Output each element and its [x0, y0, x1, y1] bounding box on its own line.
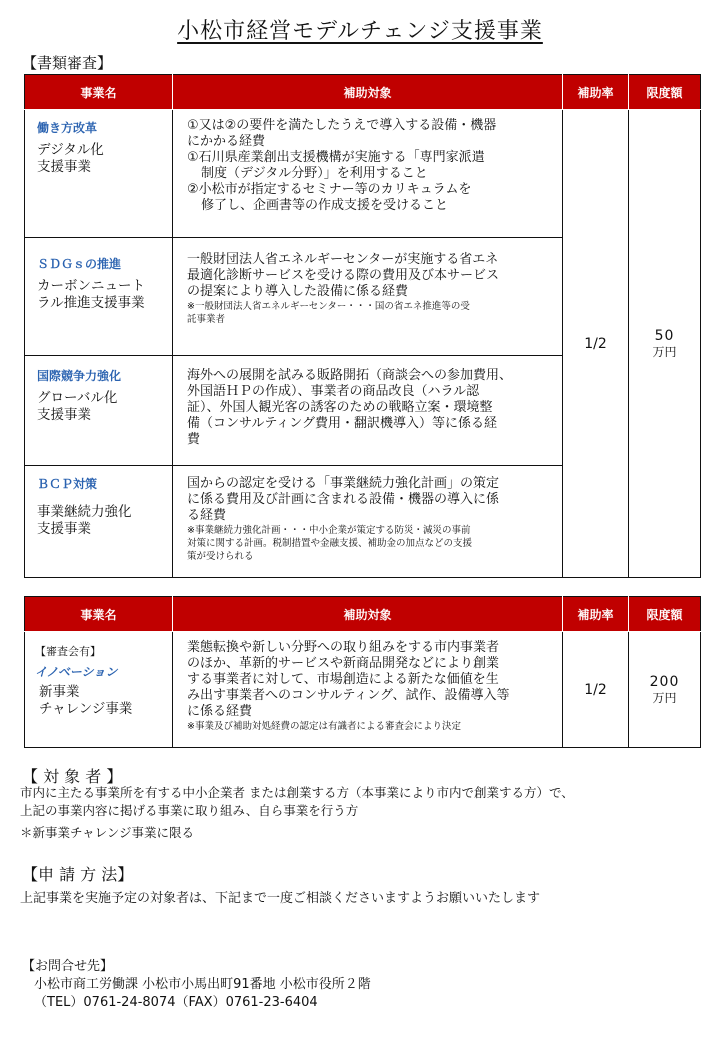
- header-limit: 限度額: [629, 75, 701, 110]
- project-cell: 働き方改革 デジタル化 支援事業: [25, 110, 173, 238]
- project-cell: ＳＤＧｓの推進 カーボンニュート ラル推進支援事業: [25, 238, 173, 356]
- contact-block: [22, 958, 371, 1012]
- target-heading: 【 対 象 者 】: [22, 767, 123, 786]
- category-label: 働き方改革: [37, 121, 98, 135]
- header-target: 補助対象: [173, 75, 563, 110]
- table-header-row: [25, 75, 701, 110]
- category-label: ＢＣＰ対策: [37, 477, 98, 491]
- target-cell: 国からの認定を受ける「事業継続力強化計画」の策定 に係る費用及び計画に含まれる設備・機器の導入に係 る経費 ※事業継続力強化計画・・・中小企業が策定する防災・減災の事前 対策に関する計画。税制措置や金融支援、補助金の加点などの支援 策が受けられる: [173, 466, 563, 578]
- project-cell: 【審査会有】 イノベーション 新事業 チャレンジ事業: [25, 632, 173, 748]
- target-text: 市内に主たる事業所を有する中小企業者 または創業する方（本事業により市内で創業する方）で、 上記の事業内容に掲げる事業に取り組み、自ら事業を行う方 ＊新事業チャレンジ事業に限る: [20, 785, 574, 840]
- project-cell: 国際競争力強化 グローバル化 支援事業: [25, 356, 173, 466]
- apply-heading: 【申 請 方 法】: [22, 865, 134, 884]
- contact-phone: （TEL）0761-24-8074（FAX）0761-23-6404: [34, 995, 318, 1010]
- table-row: [25, 632, 701, 748]
- target-cell: 業態転換や新しい分野への取り組みをする市内事業者 のほか、革新的サービスや新商品開発などにより創業 する事業者に対して、市場創造による新たな価値を生 み出す事業者へのコンサルティング、試作、設備導入等 に係る経費 ※事業及び補助対処経費の認定は有識者による審査会により決定: [173, 632, 563, 748]
- page-title: 小松市経営モデルチェンジ支援事業: [177, 19, 543, 44]
- subsidy-table-main: [24, 74, 701, 578]
- header-project: 事業名: [25, 75, 173, 110]
- subsidy-table-innovation: [24, 596, 701, 748]
- category-label: 国際競争力強化: [37, 369, 122, 383]
- review-badge: 【審査会有】: [35, 645, 101, 658]
- header-project: 事業名: [25, 597, 173, 632]
- header-target: 補助対象: [173, 597, 563, 632]
- target-cell: 一般財団法人省エネルギーセンターが実施する省エネ 最適化診断サービスを受ける際の費用及び本サービス の提案により導入した設備に係る経費 ※一般財団法人省エネルギーセンター・・・国の省エネ推進等の受 託事業者: [173, 238, 563, 356]
- table-row: [25, 110, 701, 238]
- project-cell: ＢＣＰ対策 事業継続力強化 支援事業: [25, 466, 173, 578]
- category-label: ＳＤＧｓの推進: [37, 257, 122, 271]
- rate-cell: 1/2: [563, 110, 629, 578]
- contact-heading: 【お問合せ先】: [22, 959, 114, 974]
- limit-cell: 200 万円: [629, 632, 701, 748]
- limit-cell: 50 万円: [629, 110, 701, 578]
- category-label: イノベーション: [35, 665, 118, 679]
- screening-label: 【書類審査】: [22, 54, 113, 72]
- rate-cell: 1/2: [563, 632, 629, 748]
- apply-text: 上記事業を実施予定の対象者は、下記まで一度ご相談くださいますようお願いいたします: [20, 891, 541, 906]
- contact-address: 小松市商工労働課 小松市小馬出町91番地 小松市役所２階: [34, 977, 371, 992]
- header-rate: 補助率: [563, 75, 629, 110]
- table-header-row: [25, 597, 701, 632]
- header-rate: 補助率: [563, 597, 629, 632]
- header-limit: 限度額: [629, 597, 701, 632]
- target-cell: 海外への展開を試みる販路開拓（商談会への参加費用、 外国語ＨＰの作成）、事業者の商品改良（ハラル認 証）、外国人観光客の誘客のための戦略立案・環境整 備（コンサルティング費用・翻訳機導入）等に係る経 費: [173, 356, 563, 466]
- target-cell: ①又は②の要件を満たしたうえで導入する設備・機器 にかかる経費 ①石川県産業創出支援機構が実施する「専門家派遣 制度（デジタル分野）」を利用すること ②小松市が指定するセミナー等のカリキュラムを 修了し、企画書等の作成支援を受けること: [173, 110, 563, 238]
